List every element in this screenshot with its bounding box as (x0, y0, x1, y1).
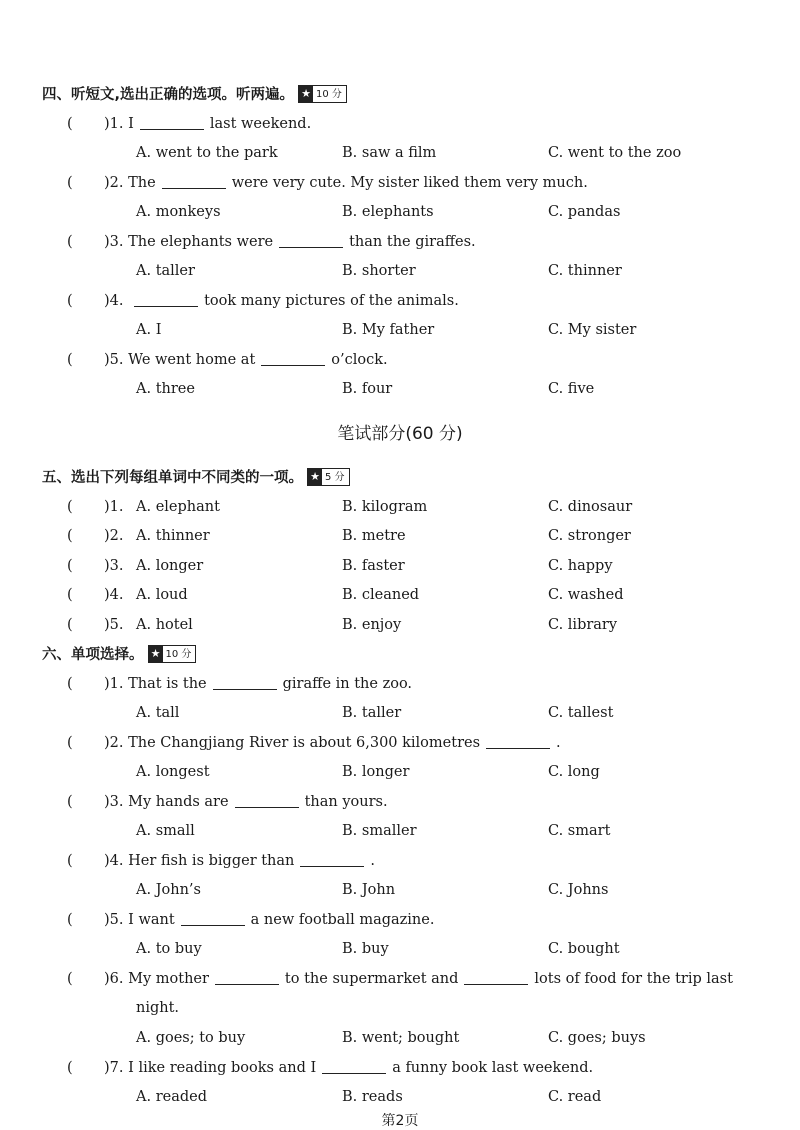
s6-q2-stem: )2. The Changjiang River is about 6,300 kilometres . (104, 735, 561, 751)
option-a[interactable]: A. longer (136, 558, 204, 574)
answer-paren[interactable]: ( (67, 794, 73, 810)
s6-q5-options (0, 937, 800, 961)
answer-paren[interactable]: ( (67, 499, 73, 515)
option-a[interactable]: A. goes; to buy (136, 1030, 246, 1046)
option-c[interactable]: C. stronger (548, 528, 631, 544)
s5-q-num: )1. (104, 499, 124, 515)
s6-q5-row (0, 908, 800, 932)
answer-paren[interactable]: ( (67, 293, 73, 309)
blank[interactable] (486, 733, 550, 749)
section4-score-badge (298, 85, 347, 103)
answer-paren[interactable]: ( (67, 234, 73, 250)
s6-q5-stem: )5. I want a new football magazine. (104, 912, 435, 928)
answer-paren[interactable]: ( (67, 175, 73, 191)
s6-q7-stem: )7. I like reading books and I a funny book last weekend. (104, 1060, 594, 1076)
answer-paren[interactable]: ( (67, 528, 73, 544)
s6-q6-options (0, 1026, 800, 1050)
section5-score: 5 分 (325, 472, 345, 483)
s5-q5-row (0, 613, 800, 637)
answer-paren[interactable]: ( (67, 558, 73, 574)
option-b[interactable]: B. smaller (342, 823, 417, 839)
s6-q6-row (0, 967, 800, 991)
option-b[interactable]: B. My father (342, 322, 435, 338)
s6-q4-stem: )4. Her fish is bigger than . (104, 853, 375, 869)
answer-paren[interactable]: ( (67, 1060, 73, 1076)
section6-score: 10 分 (165, 649, 192, 660)
answer-paren[interactable]: ( (67, 352, 73, 368)
option-b[interactable]: B. taller (342, 705, 402, 721)
option-a[interactable]: A. longest (136, 764, 210, 780)
option-c[interactable]: C. smart (548, 823, 611, 839)
s4-q2-row (0, 171, 800, 195)
s4-q3-options (0, 259, 800, 283)
blank[interactable] (279, 232, 343, 248)
option-b[interactable]: B. reads (342, 1089, 403, 1105)
blank[interactable] (261, 350, 325, 366)
s6-q4-row (0, 849, 800, 873)
s6-q7-options (0, 1085, 800, 1109)
s6-q3-row (0, 790, 800, 814)
option-b[interactable]: B. cleaned (342, 587, 420, 603)
section5-title-text: 五、选出下列每组单词中不同类的一项。 (42, 470, 303, 486)
s4-q2-stem: )2. The were very cute. My sister liked them very much. (104, 175, 588, 191)
s4-q4-stem: )4. took many pictures of the animals. (104, 293, 459, 309)
s5-q4-row (0, 583, 800, 607)
s6-q7-row (0, 1056, 800, 1080)
option-a[interactable]: A. tall (136, 705, 180, 721)
option-a[interactable]: A. small (136, 823, 195, 839)
option-a[interactable]: A. hotel (136, 617, 193, 633)
blank[interactable] (300, 851, 364, 867)
option-b[interactable]: B. longer (342, 764, 410, 780)
page-number: 第2页 (381, 1113, 419, 1129)
section4-title (42, 82, 347, 108)
section5-score-badge (307, 468, 350, 486)
option-b[interactable]: B. buy (342, 941, 389, 957)
option-a[interactable]: A. three (136, 381, 195, 397)
s5-q-num: )2. (104, 528, 124, 544)
option-a[interactable]: A. to buy (136, 941, 202, 957)
option-c[interactable]: C. dinosaur (548, 499, 633, 515)
blank[interactable] (213, 674, 277, 690)
option-c[interactable]: C. happy (548, 558, 613, 574)
s5-q1-row (0, 495, 800, 519)
answer-paren[interactable]: ( (67, 735, 73, 751)
section6-score-badge (148, 645, 197, 663)
star-icon: ★ (308, 469, 322, 485)
written-part-title: 笔试部分(60 分) (337, 424, 463, 444)
option-a[interactable]: A. monkeys (136, 204, 221, 220)
s5-q-num: )4. (104, 587, 124, 603)
option-a[interactable]: A. readed (136, 1089, 207, 1105)
s4-q5-stem: )5. We went home at o’clock. (104, 352, 388, 368)
s4-q4-row (0, 289, 800, 313)
option-c[interactable]: C. bought (548, 941, 620, 957)
option-b[interactable]: B. metre (342, 528, 406, 544)
option-b[interactable]: B. kilogram (342, 499, 428, 515)
option-c[interactable]: C. library (548, 617, 618, 633)
option-b[interactable]: B. faster (342, 558, 405, 574)
blank[interactable] (464, 969, 528, 985)
option-a[interactable]: A. taller (136, 263, 195, 279)
answer-paren[interactable]: ( (67, 116, 73, 132)
s6-q1-options (0, 701, 800, 725)
answer-paren[interactable]: ( (67, 971, 73, 987)
option-a[interactable]: A. elephant (136, 499, 220, 515)
option-c[interactable]: C. My sister (548, 322, 637, 338)
blank[interactable] (140, 114, 204, 130)
s6-q3-stem: )3. My hands are than yours. (104, 794, 388, 810)
section4-title-text: 四、听短文,选出正确的选项。听两遍。 (42, 87, 295, 103)
option-c[interactable]: C. long (548, 764, 600, 780)
option-b[interactable]: B. four (342, 381, 393, 397)
s6-q4-options (0, 878, 800, 902)
option-c[interactable]: C. Johns (548, 882, 609, 898)
option-c[interactable]: C. five (548, 381, 595, 397)
option-c[interactable]: C. went to the zoo (548, 145, 682, 161)
blank[interactable] (235, 792, 299, 808)
option-a[interactable]: A. thinner (136, 528, 210, 544)
option-a[interactable]: A. went to the park (136, 145, 278, 161)
s4-q1-options (0, 141, 800, 165)
section6-title-text: 六、单项选择。 (42, 647, 144, 663)
s4-q5-row (0, 348, 800, 372)
option-c[interactable]: C. thinner (548, 263, 622, 279)
option-c[interactable]: C. washed (548, 587, 624, 603)
option-c[interactable]: C. goes; buys (548, 1030, 646, 1046)
section5-title (42, 465, 350, 491)
stem-continuation: night. (136, 1000, 180, 1016)
answer-paren[interactable]: ( (67, 853, 73, 869)
option-a[interactable]: A. John’s (136, 882, 201, 898)
s4-q3-row (0, 230, 800, 254)
s4-q1-stem: )1. I last weekend. (104, 116, 312, 132)
option-b[interactable]: B. enjoy (342, 617, 402, 633)
s6-q1-row (0, 672, 800, 696)
s6-q1-stem: )1. That is the giraffe in the zoo. (104, 676, 413, 692)
s4-q3-stem: )3. The elephants were than the giraffes. (104, 234, 476, 250)
s6-q6-stem: )6. My mother to the supermarket and lots of food for the trip last (104, 971, 733, 987)
s5-q-num: )5. (104, 617, 124, 633)
s6-q3-options (0, 819, 800, 843)
s6-q6-continuation (0, 996, 800, 1020)
option-c[interactable]: C. tallest (548, 705, 614, 721)
star-icon: ★ (299, 86, 313, 102)
s4-q2-options (0, 200, 800, 224)
section6-title (42, 642, 196, 668)
option-c[interactable]: C. pandas (548, 204, 621, 220)
answer-paren[interactable]: ( (67, 912, 73, 928)
s4-q1-row (0, 112, 800, 136)
s4-q5-options (0, 377, 800, 401)
blank[interactable] (181, 910, 245, 926)
answer-paren[interactable]: ( (67, 676, 73, 692)
s4-q4-options (0, 318, 800, 342)
option-b[interactable]: B. John (342, 882, 396, 898)
option-b[interactable]: B. saw a film (342, 145, 437, 161)
option-a[interactable]: A. I (136, 322, 162, 338)
answer-paren[interactable]: ( (67, 617, 73, 633)
s5-q3-row (0, 554, 800, 578)
s6-q2-options (0, 760, 800, 784)
option-b[interactable]: B. elephants (342, 204, 434, 220)
s5-q-num: )3. (104, 558, 124, 574)
star-icon: ★ (149, 646, 163, 662)
s5-q2-row (0, 524, 800, 548)
s6-q2-row (0, 731, 800, 755)
option-b[interactable]: B. shorter (342, 263, 416, 279)
blank[interactable] (322, 1058, 386, 1074)
blank[interactable] (215, 969, 279, 985)
blank[interactable] (162, 173, 226, 189)
section4-score: 10 分 (316, 89, 342, 100)
option-c[interactable]: C. read (548, 1089, 602, 1105)
answer-paren[interactable]: ( (67, 587, 73, 603)
blank[interactable] (134, 291, 198, 307)
option-b[interactable]: B. went; bought (342, 1030, 460, 1046)
option-a[interactable]: A. loud (136, 587, 188, 603)
